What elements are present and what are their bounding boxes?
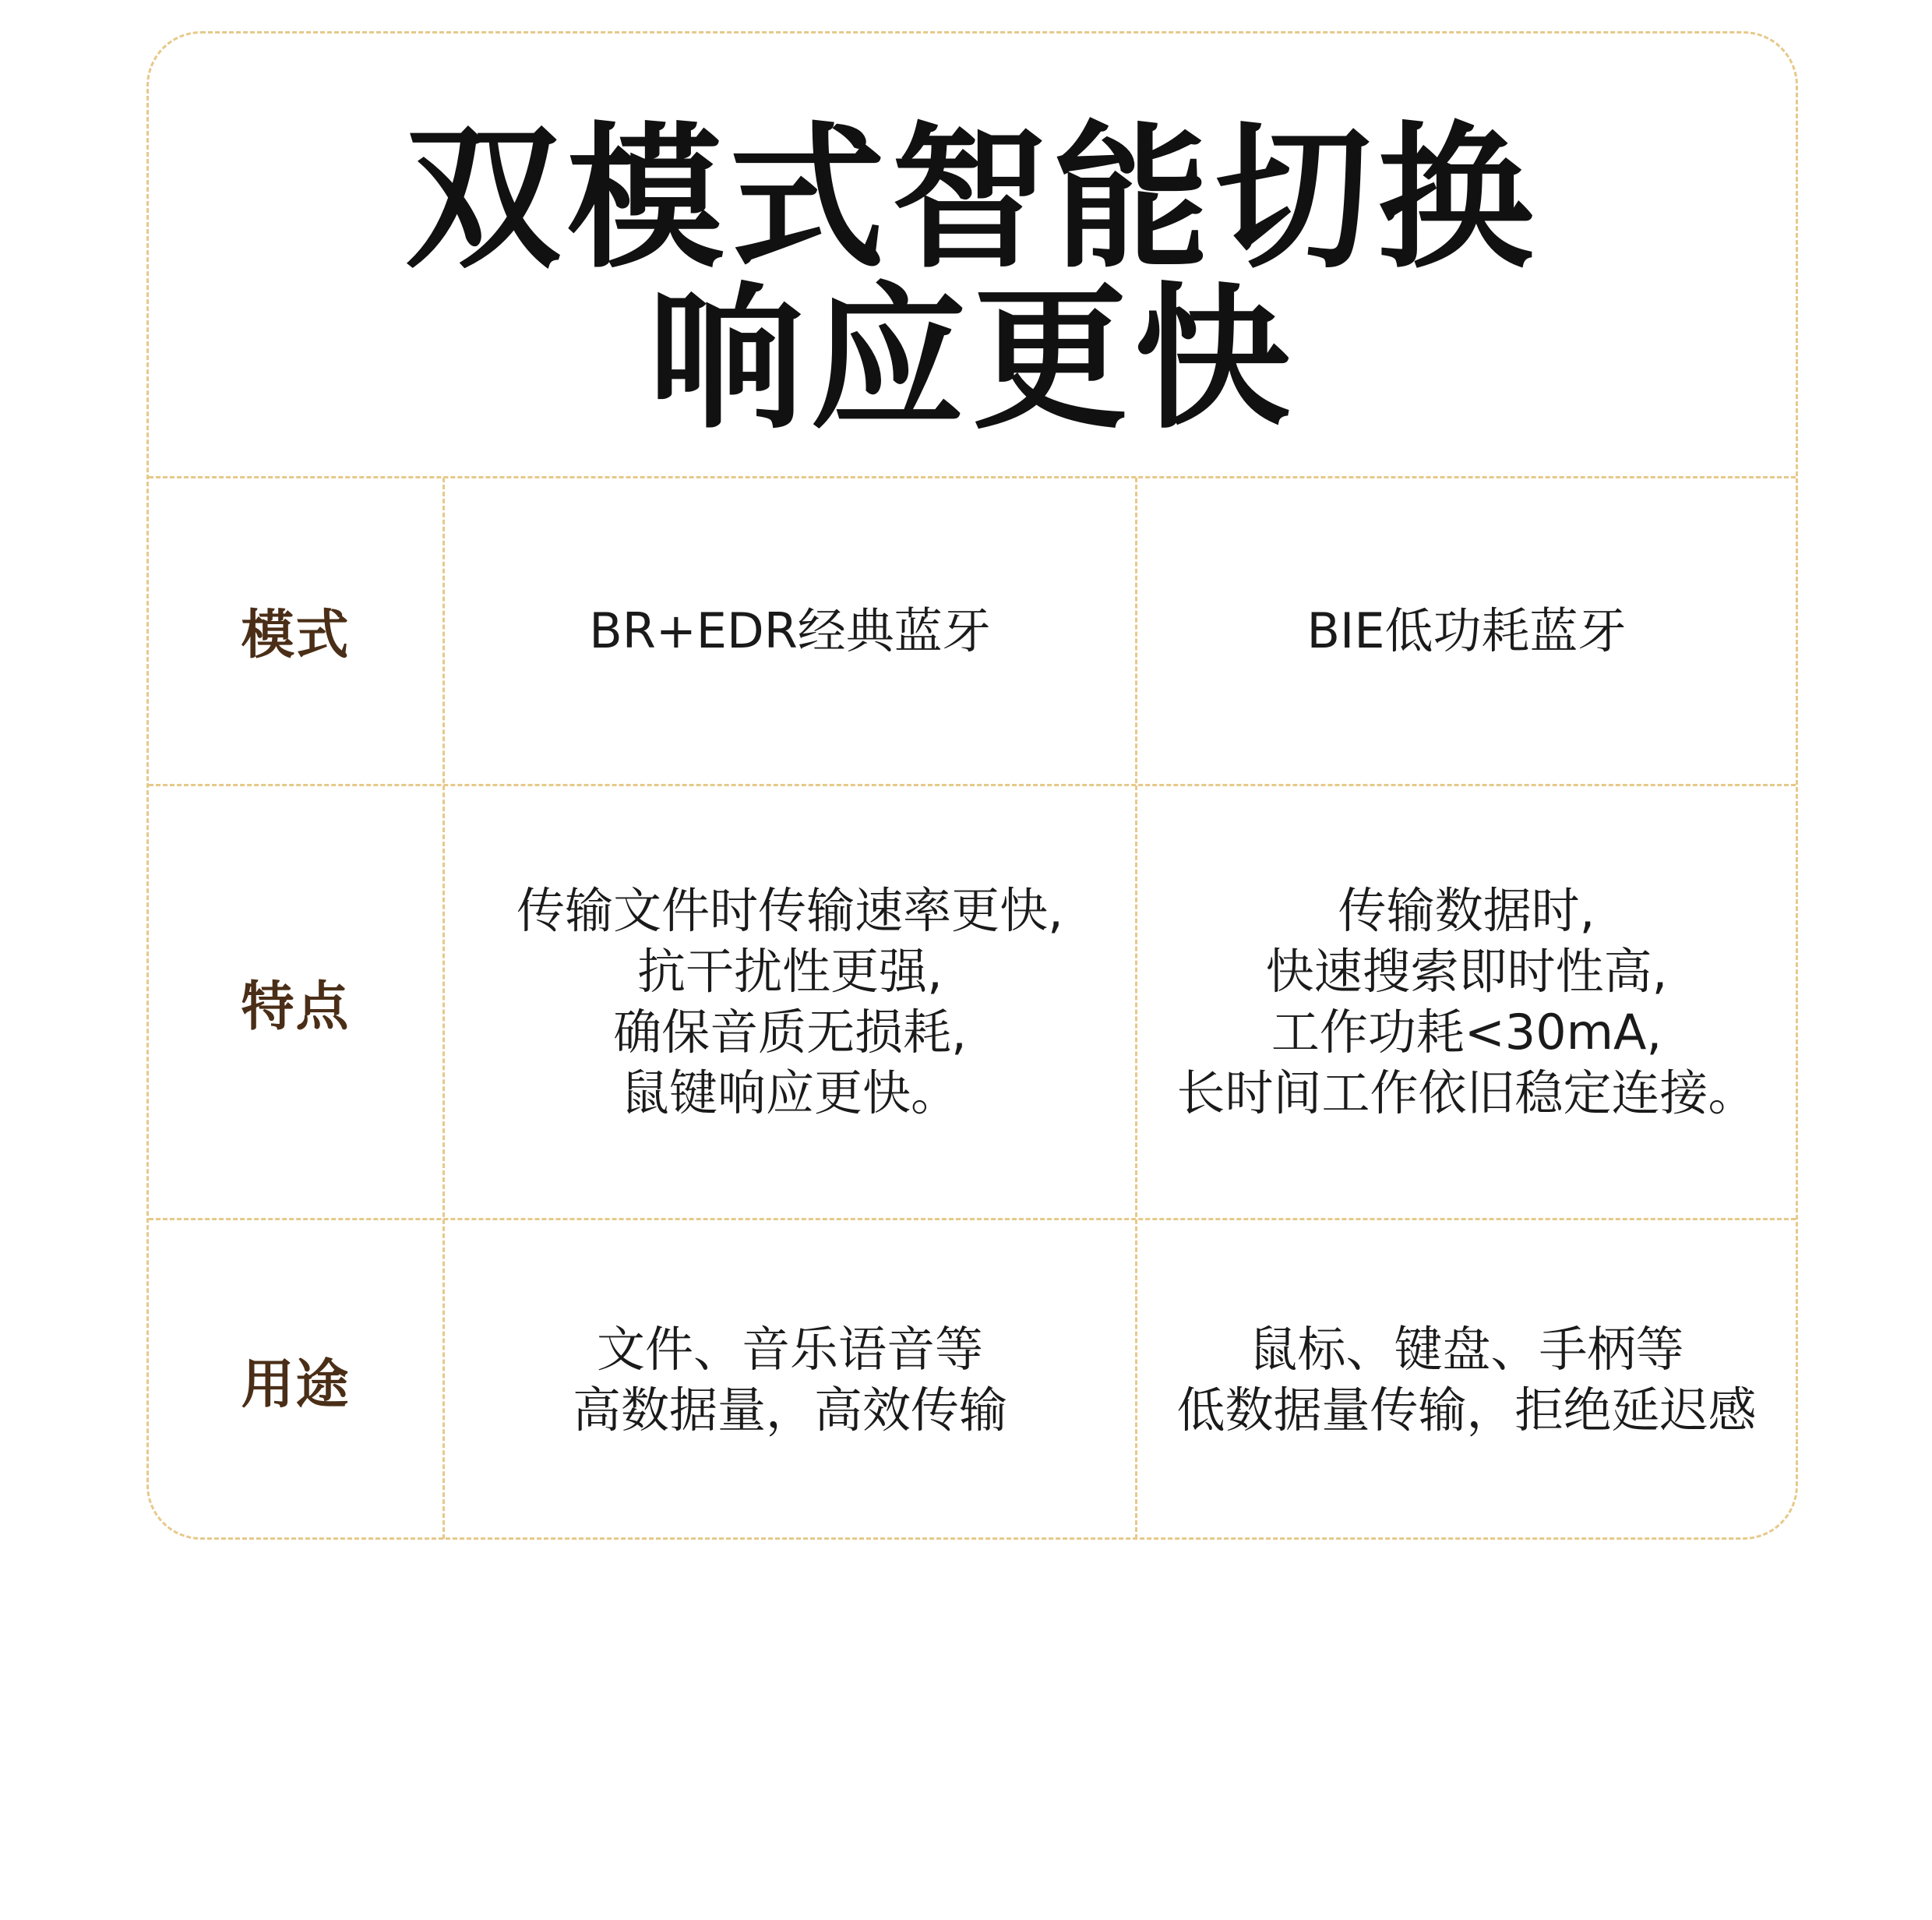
features-ble-line-4: 长时间工作依旧稳定连接。 xyxy=(1176,1064,1757,1121)
features-classic-line-1: 传输文件时传输速率更快, xyxy=(516,882,1063,939)
features-ble-line-3: 工作功耗<30mA, xyxy=(1271,1004,1662,1061)
features-ble-line-2: 快速搜索即时性高, xyxy=(1265,943,1668,1000)
mode-classic-text: BR+EDR经典蓝牙 xyxy=(589,602,991,659)
row-label-mode: 模式 xyxy=(241,605,351,666)
usage-ble-line-1: 鼠标、键盘、手柄等 xyxy=(1249,1321,1684,1378)
comparison-card xyxy=(146,31,1798,1540)
features-classic-line-2: 抗干扰性更强, xyxy=(637,943,943,1000)
row-label-features: 特点 xyxy=(241,976,351,1038)
usage-classic-line-1: 文件、音乐语音等 xyxy=(596,1321,983,1378)
page-title xyxy=(149,108,1796,450)
features-ble-line-1: 传输数据时, xyxy=(1338,882,1595,939)
title-line-2: 响应更快 xyxy=(647,269,1296,450)
mode-ble-text: BIE低功耗蓝牙 xyxy=(1306,602,1627,659)
usage-ble-line-2: 低数据量传输，拒绝延迟感 xyxy=(1176,1382,1757,1438)
mode-classic-cell xyxy=(445,478,1135,784)
title-line-1: 双模式智能切换 xyxy=(404,108,1539,290)
features-ble-cell xyxy=(1137,786,1796,1218)
features-classic-line-4: 鼠键响应更快。 xyxy=(620,1064,959,1121)
features-classic-line-3: 确保音质无损耗, xyxy=(613,1004,967,1061)
usage-classic-cell xyxy=(445,1220,1135,1540)
features-classic-cell xyxy=(445,786,1135,1218)
usage-classic-line-2: 高数据量，高效传输 xyxy=(572,1382,1007,1438)
row-label-usage: 用途 xyxy=(241,1354,351,1416)
usage-ble-cell xyxy=(1137,1220,1796,1540)
mode-ble-cell xyxy=(1137,478,1796,784)
